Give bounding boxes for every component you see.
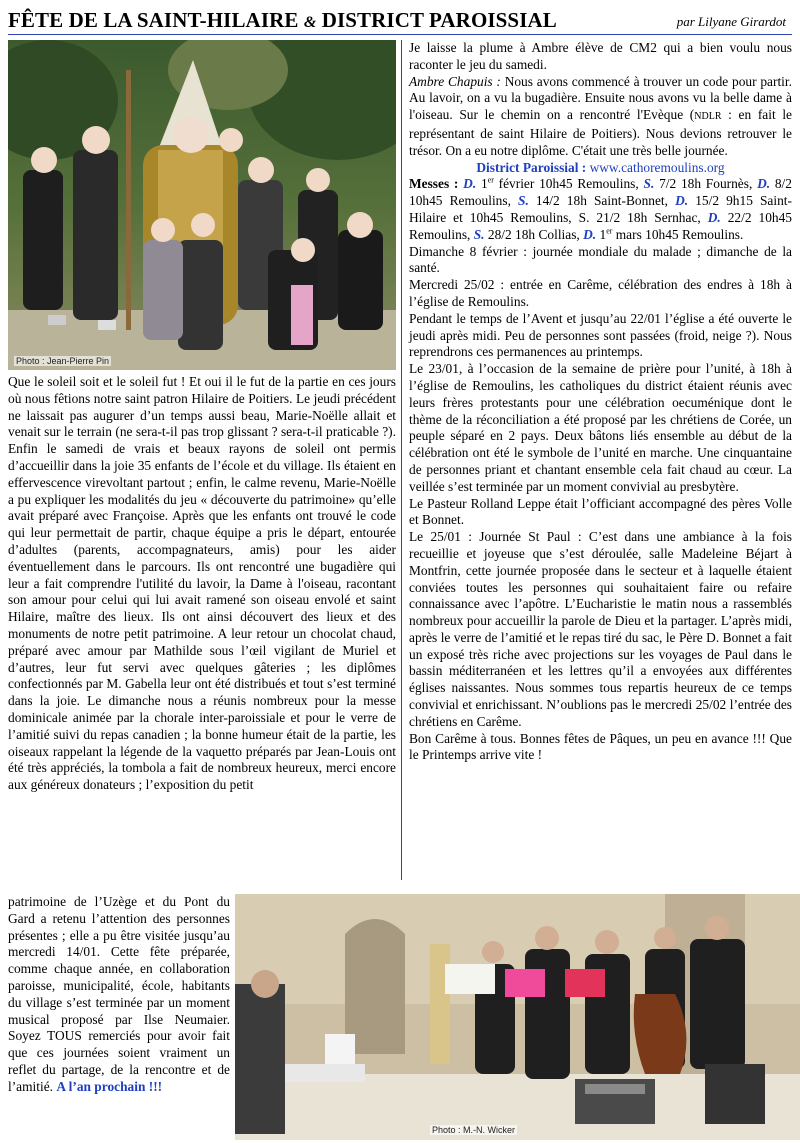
photo-musicians-image [235,894,800,1140]
messes-t1b: février 10h45 Remoulins, [493,176,644,192]
ambre-paragraph [409,74,792,160]
messes-d4: D. [707,209,721,225]
title-ampersand: & [303,14,317,31]
photo-musicians [235,894,800,1140]
lower-left-paragraph [8,894,230,1096]
messes-sup2: er [606,226,613,236]
messes-t3: 8/2 10h45 Remoulins, [409,176,792,209]
paul-paragraph: Le 25/01 : Journée St Paul : C’est dans une ambiance à la fois recueillie et joyeuse que s’est déroulée, salle Madeleine Béjart à Montfrin, cette journée proposée dans le secteur et à laquelle étaient conviées toutes les personnes qui souhaitaient faire ou refaire connaissance avec l’apôtre. L’Eucharistie le matin nous a rassemblés nombreux pour accueillir la parole de Dieu et la partager. L’après midi, après le verre de l’amitié et le repas tiré du sac, le Père D. Bonnet a fait un exposé très riche avec projections sur les voyages de Paul dans le bassin méditerranéen et les lettres qu’il a envoyées aux différentes églises naissantes. Nous sommes tous repartis heureux de ce temps convivial et enrichissant. N’oublions pas le mercredi 25/02 l’entrée des chrétiens en Carême. [409,529,792,729]
byline: par Lilyane Girardot [676,14,786,29]
right-column [409,40,792,764]
messes-label: Messes : [409,176,459,192]
ambre-text-a: Nous avons commencé à trouver un code pour partir. Au lavoir, on a vu la bugadière. Ensuite nous avons vu la belle dame à l'oiseau. Sur le chemin on a rencontré l'Evèque ( [409,73,792,123]
pasteur-paragraph: Le Pasteur Rolland Leppe était l’officiant accompagné des pères Volle et Bonnet. [409,495,792,528]
district-label: District Paroissial : [476,159,587,175]
district-heading [409,160,792,177]
bottom-photo-credit: Photo : M.-N. Wicker [432,1125,516,1135]
messes-t8a: 1 [596,226,607,242]
messes-sup1: er [487,175,494,185]
messes-t6: 22/2 10h45 Remoulins, [409,209,792,242]
malade-paragraph: Dimanche 8 février : journée mondiale du malade ; dimanche de la santé. [409,243,792,276]
district-url[interactable]: www.cathoremoulins.org [589,159,725,175]
left-column [8,374,396,794]
ambre-name: Ambre Chapuis : [409,73,501,89]
messes-d5: D. [583,226,597,242]
final-paragraph: Bon Carême à tous. Bonnes fêtes de Pâques, un peu en avance !!! Que le Printemps arrive vite ! [409,730,792,763]
top-photo-credit: Photo : Jean-Pierre Pin [16,356,110,366]
messes-t4: 14/2 18h Saint-Bonnet, [528,193,676,209]
careme-paragraph: Mercredi 25/02 : entrée en Carême, célébration des endres à 18h à l’église de Remoulins. [409,277,792,309]
closing-text: A l’an prochain !!! [56,1078,163,1094]
messes-t5: 15/2 9h15 Saint-Hilaire et 10h45 Remoulins, S. 21/2 18h Sernhac, [409,193,792,225]
article-title [8,8,557,33]
column-divider [401,40,402,880]
avent-paragraph: Pendant le temps de l’Avent et jusqu’au 22/01 l’église a été ouverte le jeudi après midi. Peu de personnes sont passées (froid, neige ?). Nous reprendrons ces permanences au printemps. [409,310,792,360]
title-part2: DISTRICT PAROISSIAL [321,8,557,32]
intro-paragraph: Je laisse la plume à Ambre élève de CM2 qui a bien voulu nous raconter le jeu du samedi. [409,40,792,72]
messes-d2: D. [757,176,771,192]
title-part1: FÊTE DE LA SAINT-HILAIRE [8,8,299,32]
messes-t7: 28/2 18h Collias, [484,226,584,242]
messes-s3: S. [473,226,485,242]
messes-paragraph [409,176,792,243]
unite-paragraph: Le 23/01, à l’occasion de la semaine de prière pour l’unité, à 18h à l’église de Remoulins, les catholiques du district étaient réunis avec leurs frères protestants pour une célébration oecuménique dont le thème de la réconciliation a été proposé par les chrétiens de Corée, un peuple séparé en 2 pays. Deux bâtons liés ensemble au début de la célébration ont été le symbole de l’unité en marche. Une cinquantaine de personnes priant et chantant ensemble cela fait chaud au cœur. La veillée s’est terminée par un moment convivial au presbytère. [409,361,792,494]
photo-children-bishop-image [8,40,396,370]
messes-d3: D. [675,193,689,209]
messes-s1: S. [643,176,655,192]
lower-left-text: patrimoine de l’Uzège et du Pont du Gard a retenu l’attention des personnes présentes ; elle a pu être visitée jusqu’au mercredi 14/01. Cette fête préparée, comme chaque année, en collaboration paroisse, municipalité, école, habitants du village s’est terminée par un moment musical proposé par Ilse Neumaier. Soyez TOUS remerciés pour avoir fait que ces journées soient vraiment un reflet du partage, de la rencontre et de l’amitié. [8,894,230,1094]
messes-t2: 7/2 18h Fournès, [654,176,758,192]
messes-t8b: mars 10h45 Remoulins. [612,226,744,242]
left-main-text: Que le soleil soit et le soleil fut ! Et oui il le fut de la partie en ces jours où nous fêtions notre saint patron Hilaire de Poitiers. Le jeudi précédent ne laissait pas augurer d’un temps aussi beau, Marie-Noëlle allait et venait sur le terrain (ne sera-t-il pas trop glissant ? sera-t-il praticable ?). Enfin le samedi de vrais et beaux rayons de soleil ont permis d’accueillir dans la joie 35 enfants de l’école et du village. Ils étaient en effervescence virevoltant partout ; enfin, le calme revenu, Marie-Noëlle a pu expliquer les modalités du jeu « découverte du patrimoine» qu’elle avait préparé avec Françoise. Après que les enfants ont trouvé le code qui leur permettait de partir, chaque équipe a pris le départ, entourée d’adultes (parents, accompagnateurs, amis) pour les aider éventuellement dans le parcours. Ils ont rencontré une bugadière qui leur a fait comprendre l'utilité du lavoir, la Dame à l'oiseau, racontant son amour pour celui qui lui avait ramené son oiseau envolé et saint Hilaire, maître des lieux. Ils ont ainsi découvert des lieux et des monuments de notre petit patrimoine. A leur retour un chocolat chaud, préparé avec amour par Mathilde sous l’œil vigilant de Muriel et d’autres, leur fut servi avec quelques gâteries ; les diplômes confectionnés par M. Gabella leur ont été distribués et tout s’est terminé dans la joie. Le dimanche nous a réunis nombreux pour la messe dominicale animée par la chorale inter-paroissiale et pour le verre de l’amitié suivi du repas canadien ; la bonne humeur était de la partie, les oiseaux rappelant la légende de la vaquetto préparés par Jean-Louis ont été très appréciés, la tombola a fait de nombreux heureux, merci encore aux généreux donateurs ; l’exposition du petit [8,374,396,793]
photo-children-bishop [8,40,396,370]
messes-s2: S. [518,193,529,209]
lower-left-column [8,894,230,1096]
ambre-text-b: : en fait le représentant de saint Hilaire de Poitiers). Nous devions retrouver le trésor. On a eu notre diplôme. C'était une très belle journée. [409,107,792,158]
article-header [8,6,792,35]
messes-d1: D. [463,176,477,192]
ndlr-label: NDLR [694,111,722,123]
messes-t1a: 1 [476,176,488,192]
